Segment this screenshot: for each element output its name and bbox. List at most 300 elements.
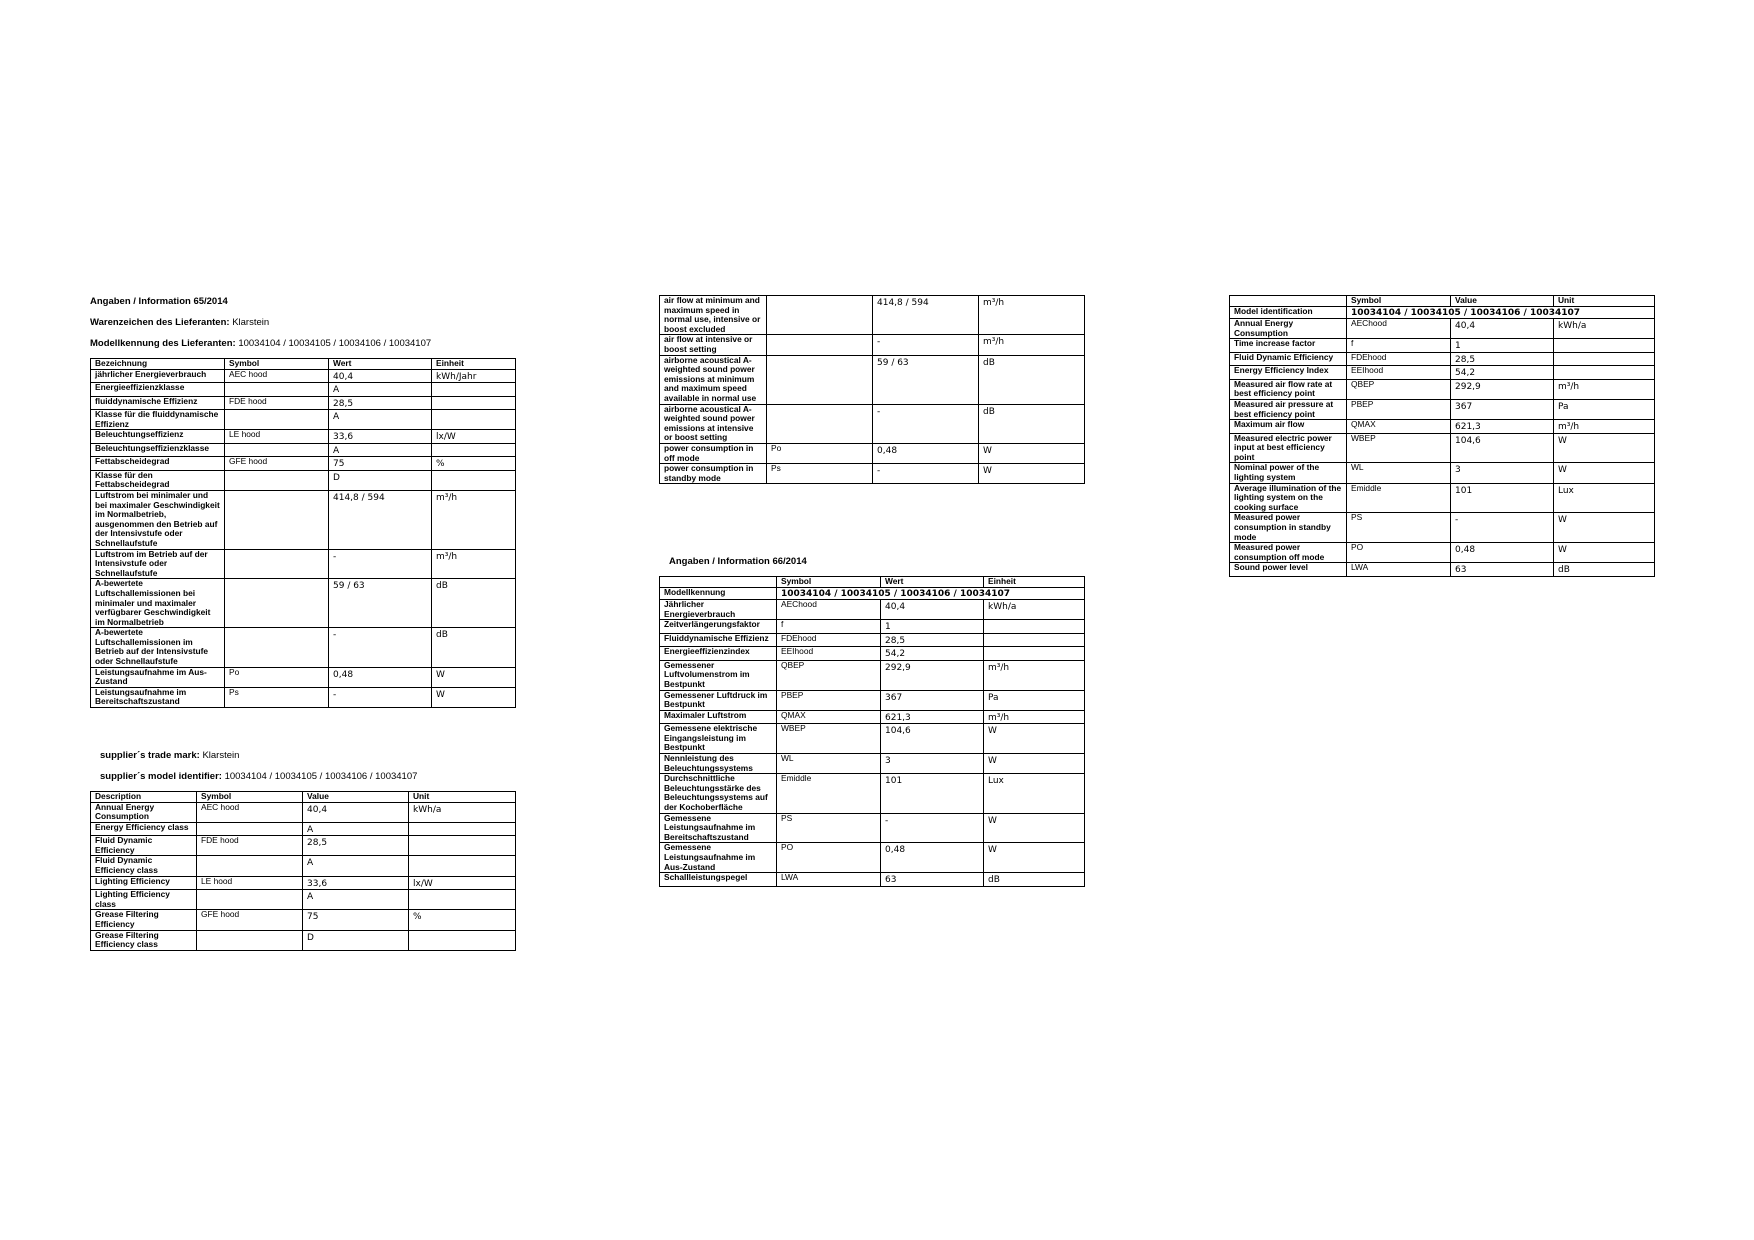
- row-symbol: [197, 822, 303, 836]
- row-symbol: FDE hood: [197, 836, 303, 856]
- row-value: 101: [881, 774, 984, 813]
- table-row: [660, 647, 1085, 661]
- row-description: Nennleistung des Beleuchtungssystems: [660, 754, 777, 774]
- info-66-title: Angaben / Information 66/2014: [669, 556, 807, 567]
- row-symbol: AEC hood: [197, 802, 303, 822]
- row-symbol: FDE hood: [225, 396, 329, 410]
- row-symbol: [197, 890, 303, 910]
- row-description: Leistungsaufnahme im Bereitschaftszustand: [91, 687, 225, 707]
- row-symbol: PBEP: [777, 690, 881, 710]
- table-row: [91, 856, 516, 876]
- trade-mark-line-en: [100, 750, 417, 762]
- row-unit: W: [984, 754, 1085, 774]
- row-description: A-bewertete Luftschallemissionen bei minimaler und maximaler verfügbarer Geschwindigkeit im Normalbetrieb: [91, 579, 225, 628]
- row-value: 33,6: [329, 430, 432, 444]
- row-unit: [1554, 339, 1655, 353]
- row-unit: dB: [432, 628, 516, 667]
- table-row: [1230, 543, 1655, 563]
- table-row: [1230, 319, 1655, 339]
- row-unit: m³/h: [984, 710, 1085, 724]
- table-row: [91, 457, 516, 471]
- row-symbol: PS: [777, 813, 881, 843]
- row-unit: [409, 930, 516, 950]
- header-value: Value: [1451, 296, 1554, 307]
- row-unit: W: [1554, 543, 1655, 563]
- row-symbol: [197, 930, 303, 950]
- row-unit: W: [984, 813, 1085, 843]
- table-66-de: [659, 576, 1085, 887]
- info-65-title: Angaben / Information 65/2014: [90, 296, 228, 307]
- model-value-de: 10034104 / 10034105 / 10034106 / 10034107: [238, 338, 432, 349]
- row-value: 3: [1451, 463, 1554, 483]
- row-unit: [984, 647, 1085, 661]
- row-value: 101: [1451, 483, 1554, 513]
- row-unit: [432, 383, 516, 397]
- row-value: D: [329, 470, 432, 490]
- row-description: Energieeffizienzindex: [660, 647, 777, 661]
- row-unit: W: [984, 843, 1085, 873]
- row-description: jährlicher Energieverbrauch: [91, 369, 225, 383]
- row-description: Gemessener Luftdruck im Bestpunkt: [660, 690, 777, 710]
- row-description: Measured air pressure at best efficiency point: [1230, 399, 1347, 419]
- row-value: 40,4: [303, 802, 409, 822]
- row-symbol: EEIhood: [777, 647, 881, 661]
- model-label: Modellkennung: [660, 587, 777, 600]
- row-unit: [1554, 366, 1655, 380]
- row-symbol: FDEhood: [777, 633, 881, 647]
- row-value: -: [329, 687, 432, 707]
- row-symbol: WBEP: [1347, 433, 1451, 463]
- row-unit: [1554, 352, 1655, 366]
- row-description: Gemessene Leistungsaufnahme im Bereitschaftszustand: [660, 813, 777, 843]
- row-symbol: WL: [777, 754, 881, 774]
- table-row: [660, 724, 1085, 754]
- row-description: Fluid Dynamic Efficiency: [1230, 352, 1347, 366]
- row-symbol: Emiddle: [1347, 483, 1451, 513]
- row-symbol: LE hood: [197, 876, 303, 890]
- row-value: 40,4: [881, 600, 984, 620]
- table-header-row: [91, 359, 516, 370]
- row-value: 40,4: [329, 369, 432, 383]
- column-1: [90, 296, 431, 350]
- row-value: 28,5: [881, 633, 984, 647]
- row-unit: %: [409, 910, 516, 930]
- row-value: 0,48: [329, 667, 432, 687]
- row-symbol: Emiddle: [777, 774, 881, 813]
- header-value: Value: [303, 792, 409, 803]
- row-symbol: [225, 443, 329, 457]
- table-row: [1230, 433, 1655, 463]
- row-value: -: [873, 335, 979, 355]
- row-value: A: [303, 822, 409, 836]
- model-value: 10034104 / 10034105 / 10034106 / 10034107: [1347, 306, 1655, 319]
- row-unit: Lux: [1554, 483, 1655, 513]
- row-value: 621,3: [881, 710, 984, 724]
- row-description: Durchschnittliche Beleuchtungsstärke des Beleuchtungssystems auf der Kochoberfläche: [660, 774, 777, 813]
- row-symbol: [197, 856, 303, 876]
- model-line-de: [90, 338, 431, 350]
- row-description: Luftstrom bei minimaler und bei maximaler Geschwindigkeit im Normalbetrieb, ausgenommen den Betrieb auf der Intensivstufe oder Schnellaufstufe: [91, 490, 225, 549]
- header-description: [660, 577, 777, 588]
- row-description: Measured air flow rate at best efficiency point: [1230, 379, 1347, 399]
- row-symbol: f: [777, 620, 881, 634]
- table-row: [1230, 420, 1655, 434]
- row-unit: dB: [432, 579, 516, 628]
- row-description: Fluiddynamische Effizienz: [660, 633, 777, 647]
- row-symbol: QMAX: [1347, 420, 1451, 434]
- table-row: [660, 843, 1085, 873]
- row-value: 40,4: [1451, 319, 1554, 339]
- row-value: A: [329, 410, 432, 430]
- row-value: A: [303, 856, 409, 876]
- table-row: [91, 910, 516, 930]
- row-unit: Pa: [1554, 399, 1655, 419]
- row-unit: [409, 856, 516, 876]
- header-symbol: Symbol: [1347, 296, 1451, 307]
- table-row: [91, 579, 516, 628]
- row-value: 367: [881, 690, 984, 710]
- trade-mark-value-en: Klarstein: [202, 750, 240, 761]
- model-value-en: 10034104 / 10034105 / 10034106 / 10034107: [224, 771, 418, 782]
- row-description: Fettabscheidegrad: [91, 457, 225, 471]
- table-row: [1230, 483, 1655, 513]
- row-symbol: [225, 490, 329, 549]
- row-description: power consumption in standby mode: [660, 464, 767, 484]
- header-value: Wert: [329, 359, 432, 370]
- row-symbol: AEChood: [777, 600, 881, 620]
- row-symbol: [225, 579, 329, 628]
- row-value: 59 / 63: [873, 355, 979, 404]
- row-symbol: [767, 355, 873, 404]
- row-symbol: PO: [777, 843, 881, 873]
- row-unit: kWh/a: [984, 600, 1085, 620]
- row-value: 75: [303, 910, 409, 930]
- row-unit: kWh/a: [409, 802, 516, 822]
- row-unit: W: [1554, 513, 1655, 543]
- row-unit: m³/h: [432, 549, 516, 579]
- row-description: Energy Efficiency class: [91, 822, 197, 836]
- header-description: Description: [91, 792, 197, 803]
- row-value: -: [1451, 513, 1554, 543]
- row-symbol: Ps: [225, 687, 329, 707]
- row-description: Measured power consumption in standby mode: [1230, 513, 1347, 543]
- row-unit: [432, 443, 516, 457]
- row-value: 367: [1451, 399, 1554, 419]
- column-1-english: [100, 750, 417, 783]
- table-row: [91, 410, 516, 430]
- header-description: Bezeichnung: [91, 359, 225, 370]
- row-unit: dB: [984, 873, 1085, 887]
- row-description: Beleuchtungseffizienzklasse: [91, 443, 225, 457]
- row-unit: [409, 890, 516, 910]
- row-value: -: [329, 549, 432, 579]
- row-value: 3: [881, 754, 984, 774]
- row-symbol: [225, 549, 329, 579]
- row-value: 1: [881, 620, 984, 634]
- row-value: 63: [1451, 563, 1554, 577]
- row-value: 28,5: [329, 396, 432, 410]
- row-description: Energieeffizienzklasse: [91, 383, 225, 397]
- row-symbol: [767, 404, 873, 443]
- table-row: [660, 296, 1085, 335]
- row-value: 414,8 / 594: [873, 296, 979, 335]
- row-unit: W: [979, 443, 1085, 463]
- table-row: [91, 549, 516, 579]
- table-row: [91, 470, 516, 490]
- table-row: [660, 710, 1085, 724]
- row-description: Sound power level: [1230, 563, 1347, 577]
- row-value: 104,6: [881, 724, 984, 754]
- model-row: [660, 587, 1085, 600]
- table-65-de: [90, 358, 516, 708]
- header-value: Wert: [881, 577, 984, 588]
- table-row: [1230, 352, 1655, 366]
- row-description: Time increase factor: [1230, 339, 1347, 353]
- table-row: [660, 620, 1085, 634]
- row-unit: W: [979, 464, 1085, 484]
- table-row: [91, 802, 516, 822]
- row-unit: dB: [1554, 563, 1655, 577]
- row-value: -: [873, 404, 979, 443]
- row-unit: [432, 396, 516, 410]
- row-unit: [432, 470, 516, 490]
- row-value: A: [329, 443, 432, 457]
- table-66-en: [1229, 295, 1655, 577]
- table-row: [660, 355, 1085, 404]
- row-value: 414,8 / 594: [329, 490, 432, 549]
- row-value: 54,2: [1451, 366, 1554, 380]
- table-row: [91, 443, 516, 457]
- row-description: Gemessener Luftvolumenstrom im Bestpunkt: [660, 660, 777, 690]
- table-row: [1230, 366, 1655, 380]
- row-description: Maximaler Luftstrom: [660, 710, 777, 724]
- row-description: fluiddynamische Effizienz: [91, 396, 225, 410]
- table-row: [91, 369, 516, 383]
- row-symbol: [225, 410, 329, 430]
- row-symbol: GFE hood: [197, 910, 303, 930]
- row-description: Beleuchtungseffizienz: [91, 430, 225, 444]
- row-description: Zeitverlängerungsfaktor: [660, 620, 777, 634]
- row-description: power consumption in off mode: [660, 443, 767, 463]
- table-row: [660, 633, 1085, 647]
- row-value: 292,9: [881, 660, 984, 690]
- row-symbol: PBEP: [1347, 399, 1451, 419]
- row-unit: kWh/Jahr: [432, 369, 516, 383]
- model-row: [1230, 306, 1655, 319]
- row-unit: dB: [979, 404, 1085, 443]
- header-symbol: Symbol: [777, 577, 881, 588]
- table-row: [660, 754, 1085, 774]
- row-unit: m³/h: [1554, 379, 1655, 399]
- row-unit: Lux: [984, 774, 1085, 813]
- row-unit: lx/W: [409, 876, 516, 890]
- row-symbol: LWA: [777, 873, 881, 887]
- header-unit: Einheit: [984, 577, 1085, 588]
- table-row: [91, 628, 516, 667]
- table-row: [660, 600, 1085, 620]
- row-description: Jährlicher Energieverbrauch: [660, 600, 777, 620]
- row-value: 0,48: [881, 843, 984, 873]
- header-symbol: Symbol: [225, 359, 329, 370]
- model-label: Model identification: [1230, 306, 1347, 319]
- table-header-row: [660, 577, 1085, 588]
- header-description: [1230, 296, 1347, 307]
- table-row: [660, 690, 1085, 710]
- table-row: [91, 490, 516, 549]
- row-symbol: Ps: [767, 464, 873, 484]
- header-symbol: Symbol: [197, 792, 303, 803]
- row-symbol: QBEP: [777, 660, 881, 690]
- row-description: Average illumination of the lighting system on the cooking surface: [1230, 483, 1347, 513]
- row-description: Measured power consumption off mode: [1230, 543, 1347, 563]
- row-symbol: [225, 470, 329, 490]
- row-description: Leistungsaufnahme im Aus-Zustand: [91, 667, 225, 687]
- row-symbol: Po: [225, 667, 329, 687]
- row-unit: W: [1554, 463, 1655, 483]
- row-symbol: AEChood: [1347, 319, 1451, 339]
- row-unit: [409, 836, 516, 856]
- row-symbol: PO: [1347, 543, 1451, 563]
- row-description: Grease Filtering Efficiency: [91, 910, 197, 930]
- row-unit: %: [432, 457, 516, 471]
- table-row: [1230, 463, 1655, 483]
- row-unit: [432, 410, 516, 430]
- row-description: Nominal power of the lighting system: [1230, 463, 1347, 483]
- table-row: [1230, 513, 1655, 543]
- row-description: Fluid Dynamic Efficiency: [91, 836, 197, 856]
- table-row: [91, 383, 516, 397]
- model-line-en: [100, 771, 417, 783]
- row-description: A-bewertete Luftschallemissionen im Betrieb auf der Intensivstufe oder Schnellaufstufe: [91, 628, 225, 667]
- table-row: [91, 930, 516, 950]
- row-value: -: [881, 813, 984, 843]
- table-row: [91, 876, 516, 890]
- row-description: airborne acoustical A-weighted sound power emissions at intensive or boost setting: [660, 404, 767, 443]
- row-description: Lighting Efficiency: [91, 876, 197, 890]
- model-label-en: supplier´s model identifier:: [100, 771, 222, 782]
- row-value: 0,48: [1451, 543, 1554, 563]
- table-row: [1230, 339, 1655, 353]
- row-unit: Pa: [984, 690, 1085, 710]
- table-row: [660, 660, 1085, 690]
- row-symbol: LE hood: [225, 430, 329, 444]
- row-value: 621,3: [1451, 420, 1554, 434]
- header-unit: Einheit: [432, 359, 516, 370]
- row-symbol: GFE hood: [225, 457, 329, 471]
- row-symbol: [225, 383, 329, 397]
- row-unit: W: [1554, 433, 1655, 463]
- header-unit: Unit: [1554, 296, 1655, 307]
- row-value: 28,5: [303, 836, 409, 856]
- row-value: -: [873, 464, 979, 484]
- row-unit: [984, 633, 1085, 647]
- row-value: -: [329, 628, 432, 667]
- row-description: Lighting Efficiency class: [91, 890, 197, 910]
- row-value: 63: [881, 873, 984, 887]
- row-unit: kWh/a: [1554, 319, 1655, 339]
- row-unit: dB: [979, 355, 1085, 404]
- row-value: A: [303, 890, 409, 910]
- row-symbol: AEC hood: [225, 369, 329, 383]
- row-symbol: QMAX: [777, 710, 881, 724]
- row-value: 0,48: [873, 443, 979, 463]
- model-value: 10034104 / 10034105 / 10034106 / 10034107: [777, 587, 1085, 600]
- model-label-de: Modellkennung des Lieferanten:: [90, 338, 236, 349]
- row-unit: W: [432, 687, 516, 707]
- row-unit: m³/h: [979, 296, 1085, 335]
- trade-mark-label-en: supplier´s trade mark:: [100, 750, 200, 761]
- table-row: [91, 890, 516, 910]
- row-value: 33,6: [303, 876, 409, 890]
- row-symbol: [767, 335, 873, 355]
- row-unit: [984, 620, 1085, 634]
- row-unit: m³/h: [979, 335, 1085, 355]
- row-description: Gemessene elektrische Eingangsleistung im Bestpunkt: [660, 724, 777, 754]
- row-value: 54,2: [881, 647, 984, 661]
- table-row: [1230, 563, 1655, 577]
- row-symbol: LWA: [1347, 563, 1451, 577]
- row-symbol: FDEhood: [1347, 352, 1451, 366]
- row-value: 1: [1451, 339, 1554, 353]
- table-row: [660, 774, 1085, 813]
- row-value: A: [329, 383, 432, 397]
- trade-mark-label-de: Warenzeichen des Lieferanten:: [90, 317, 230, 328]
- row-symbol: [767, 296, 873, 335]
- row-description: Schallleistungspegel: [660, 873, 777, 887]
- table-header-row: [1230, 296, 1655, 307]
- row-unit: lx/W: [432, 430, 516, 444]
- table-row: [91, 396, 516, 410]
- table-row: [660, 464, 1085, 484]
- row-description: Fluid Dynamic Efficiency class: [91, 856, 197, 876]
- row-unit: m³/h: [432, 490, 516, 549]
- row-value: D: [303, 930, 409, 950]
- table-row: [660, 335, 1085, 355]
- row-description: Klasse für die fluiddynamische Effizienz: [91, 410, 225, 430]
- table-row: [91, 430, 516, 444]
- table-row: [660, 404, 1085, 443]
- row-unit: [409, 822, 516, 836]
- table-row: [660, 443, 1085, 463]
- row-symbol: [225, 628, 329, 667]
- row-description: Maximum air flow: [1230, 420, 1347, 434]
- row-value: 28,5: [1451, 352, 1554, 366]
- table-row: [91, 836, 516, 856]
- table-header-row: [91, 792, 516, 803]
- row-symbol: WL: [1347, 463, 1451, 483]
- table-65-en: [90, 791, 516, 951]
- row-value: 75: [329, 457, 432, 471]
- row-description: Annual Energy Consumption: [1230, 319, 1347, 339]
- row-symbol: EEIhood: [1347, 366, 1451, 380]
- row-description: Grease Filtering Efficiency class: [91, 930, 197, 950]
- table-row: [91, 687, 516, 707]
- header-unit: Unit: [409, 792, 516, 803]
- row-description: air flow at intensive or boost setting: [660, 335, 767, 355]
- row-description: Measured electric power input at best efficiency point: [1230, 433, 1347, 463]
- row-description: Klasse für den Fettabscheidegrad: [91, 470, 225, 490]
- row-symbol: QBEP: [1347, 379, 1451, 399]
- table-row: [91, 667, 516, 687]
- row-value: 59 / 63: [329, 579, 432, 628]
- trade-mark-value-de: Klarstein: [232, 317, 270, 328]
- row-description: Energy Efficiency Index: [1230, 366, 1347, 380]
- row-description: Luftstrom im Betrieb auf der Intensivstufe oder Schnellaufstufe: [91, 549, 225, 579]
- row-unit: W: [984, 724, 1085, 754]
- row-description: air flow at minimum and maximum speed in normal use, intensive or boost excluded: [660, 296, 767, 335]
- row-unit: W: [432, 667, 516, 687]
- row-symbol: f: [1347, 339, 1451, 353]
